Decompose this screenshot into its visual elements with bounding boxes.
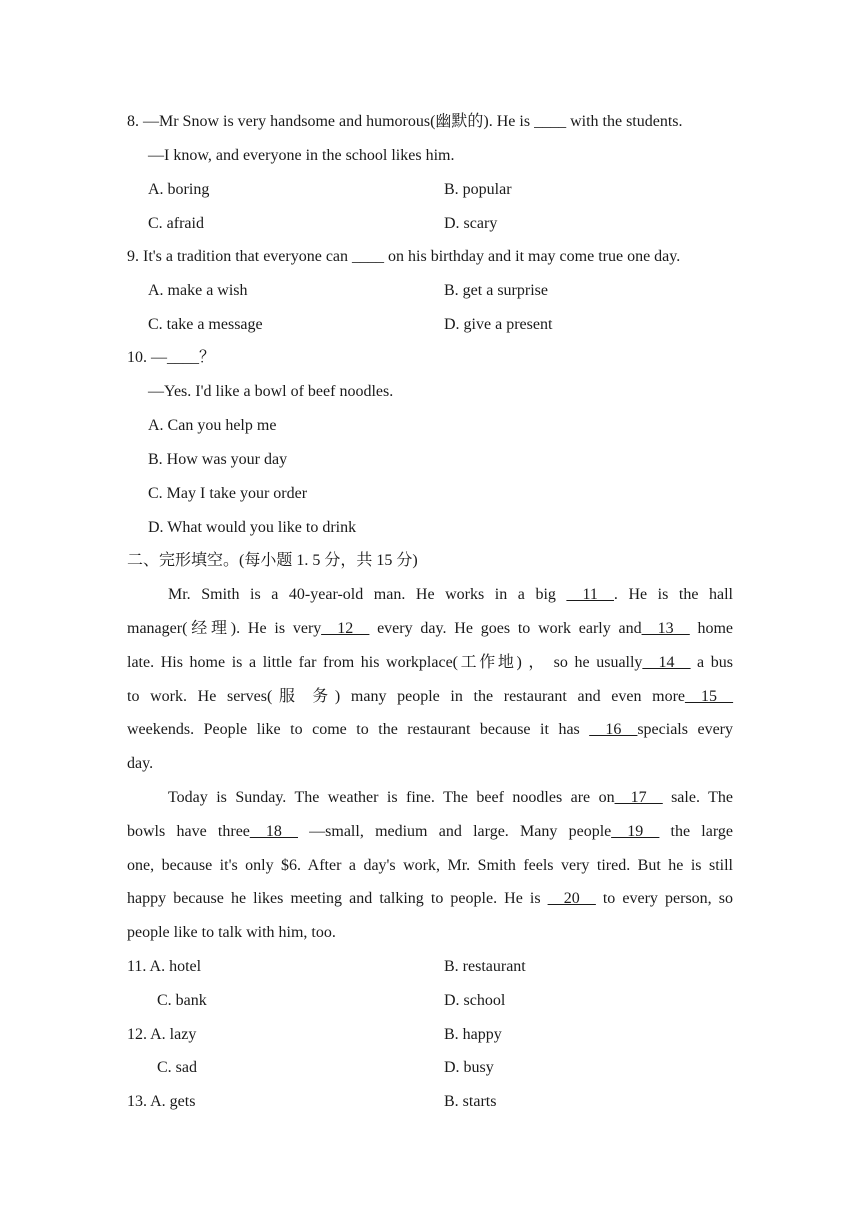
- q11-option-d: D. school: [444, 992, 506, 1009]
- passage-text: a bus: [690, 654, 733, 671]
- passage-text: Mr. Smith is a 40-year-old man. He works in a big: [168, 586, 567, 603]
- q10-option-a: A. Can you help me: [148, 417, 277, 434]
- passage-text: home: [689, 620, 734, 637]
- passage-line: [127, 653, 733, 673]
- q8-stem: 8. —Mr Snow is very handsome and humorous(幽默的). He is ____ with the students.: [127, 113, 683, 130]
- q12-option-b: B. happy: [444, 1026, 502, 1043]
- q10-stem: 10. —____？: [127, 349, 216, 366]
- passage-line: [168, 788, 733, 808]
- passage-text: to every person, so: [595, 890, 733, 907]
- q8-option-b: B. popular: [444, 181, 512, 198]
- q10-option-c: C. May I take your order: [148, 485, 308, 502]
- passage-line: day.: [127, 755, 154, 772]
- passage-line: [127, 687, 733, 707]
- q9-stem: 9. It's a tradition that everyone can ____ on his birthday and it may come true one day.: [127, 248, 681, 265]
- q11-option-a: 11. A. hotel: [127, 958, 202, 975]
- passage-text: every day. He goes to work early and: [369, 620, 642, 637]
- q8-option-a: A. boring: [148, 181, 210, 198]
- blank-15: __15__: [685, 688, 733, 705]
- blank-20: __20__: [547, 890, 596, 907]
- q9-option-d: D. give a present: [444, 316, 553, 333]
- q11-option-c: C. bank: [157, 992, 207, 1009]
- blank-17: __17__: [614, 789, 663, 806]
- q9-option-a: A. make a wish: [148, 282, 248, 299]
- q10-option-b: B. How was your day: [148, 451, 288, 468]
- q12-option-d: D. busy: [444, 1059, 494, 1076]
- passage-line: [127, 619, 733, 639]
- passage-text: bowls have three: [127, 823, 250, 840]
- passage-line: [127, 720, 733, 740]
- blank-14: __14__: [642, 654, 691, 671]
- q13-option-b: B. starts: [444, 1093, 497, 1110]
- blank-12: __12__: [321, 620, 370, 637]
- blank-13: __13__: [641, 620, 690, 637]
- q9-option-b: B. get a surprise: [444, 282, 548, 299]
- q9-option-c: C. take a message: [148, 316, 263, 333]
- passage-text: specials every: [637, 721, 734, 738]
- passage-text: manager(经理). He is very: [127, 620, 322, 637]
- q12-option-c: C. sad: [157, 1059, 197, 1076]
- q8-option-c: C. afraid: [148, 215, 204, 232]
- passage-text: Today is Sunday. The weather is fine. The beef noodles are on: [168, 789, 615, 806]
- section-heading: 二、完形填空。(每小题 1. 5 分，共 15 分): [127, 552, 418, 569]
- passage-line: [168, 585, 733, 605]
- passage-text: one, because it's only $6. After a day's work, Mr. Smith feels very tired. But he is still: [127, 857, 733, 874]
- passage-line: [127, 889, 733, 909]
- blank-18: __18__: [249, 823, 298, 840]
- passage-line: [127, 856, 733, 876]
- q10-reply: —Yes. I'd like a bowl of beef noodles.: [148, 383, 394, 400]
- q10-option-d: D. What would you like to drink: [148, 519, 357, 536]
- passage-text: happy because he likes meeting and talking to people. He is: [127, 890, 548, 907]
- passage-text: weekends. People like to come to the restaurant because it has: [127, 721, 590, 738]
- passage-line: people like to talk with him, too.: [127, 924, 336, 941]
- passage-text: the large: [659, 823, 733, 840]
- passage-line: [127, 822, 733, 842]
- passage-text: sale. The: [662, 789, 734, 806]
- q12-option-a: 12. A. lazy: [127, 1026, 197, 1043]
- blank-16: __16__: [589, 721, 638, 738]
- q8-option-d: D. scary: [444, 215, 498, 232]
- q11-option-b: B. restaurant: [444, 958, 526, 975]
- passage-text: . He is the hall: [613, 586, 734, 603]
- blank-19: __19__: [611, 823, 660, 840]
- passage-text: —small, medium and large. Many people: [297, 823, 612, 840]
- q13-option-a: 13. A. gets: [127, 1093, 196, 1110]
- blank-11: __11__: [566, 586, 614, 603]
- passage-text: to work. He serves(服 务) many people in the restaurant and even more: [127, 688, 685, 705]
- q8-reply: —I know, and everyone in the school likes him.: [148, 147, 455, 164]
- passage-text: late. His home is a little far from his workplace(工作地) ， so he usually: [127, 654, 643, 671]
